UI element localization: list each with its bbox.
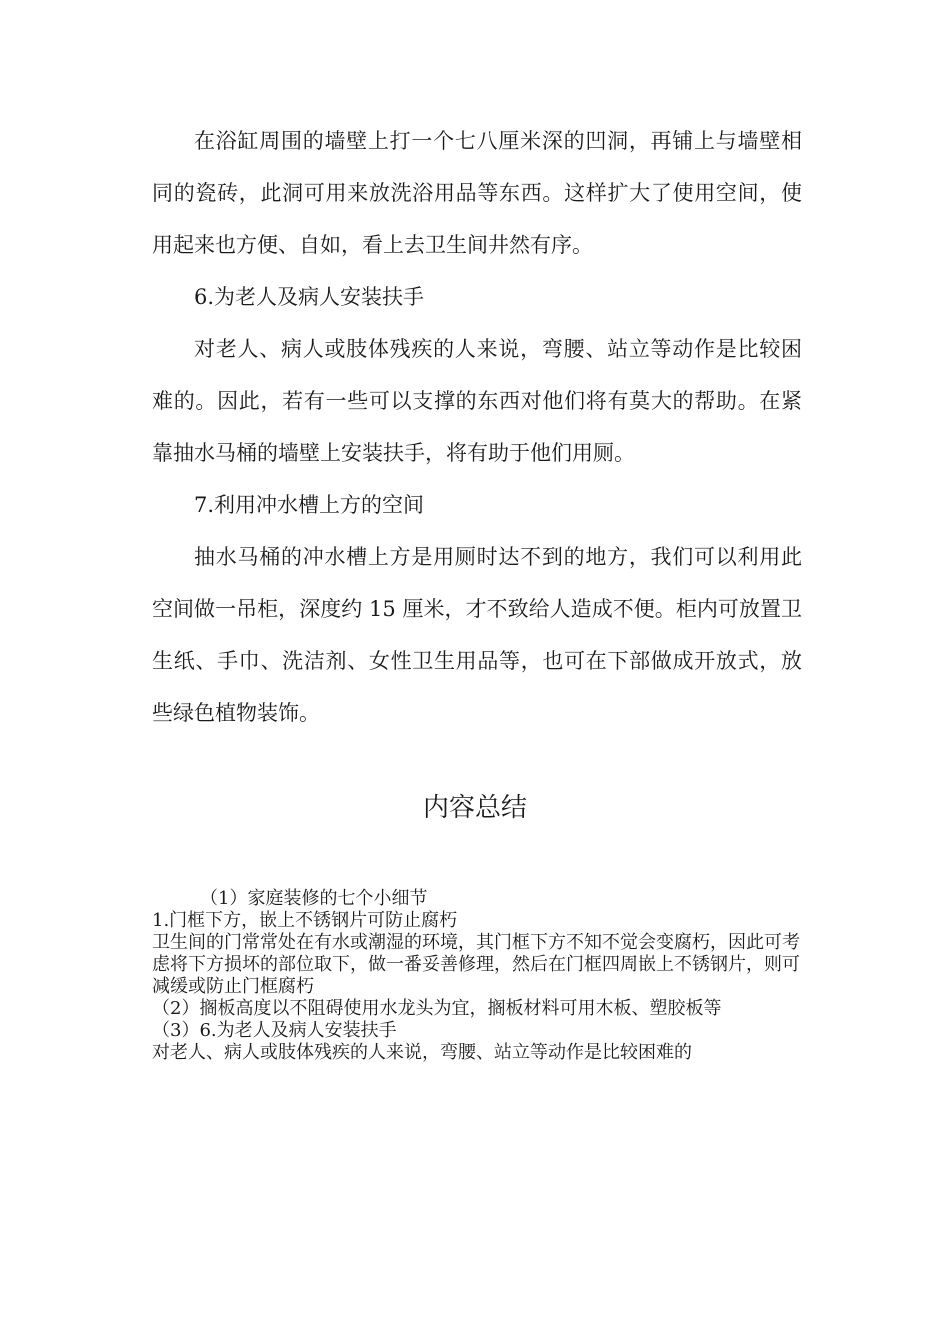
section-heading-tank-space: 7.利用冲水槽上方的空间 xyxy=(194,493,425,517)
paragraph-tank-space: 抽水马桶的冲水槽上方是用厕时达不到的地方，我们可以利用此空间做一吊柜，深度约 15 厘米，才不致给人造成不便。柜内可放置卫生纸、手巾、洗洁剂、女性卫生用品等，也可在下部做成开放式，放些绿色植物装饰。 xyxy=(152,545,802,725)
summary-line: 卫生间的门常常处在有水或潮湿的环境，其门框下方不知不觉会变腐朽，因此可考虑将下方损坏的部位取下，做一番妥善修理，然后在门框四周嵌上不锈钢片，则可减缓或防止门框腐朽 xyxy=(152,932,800,997)
summary-section xyxy=(152,888,802,1064)
summary-line: （3）6.为老人及病人安装扶手 xyxy=(152,1020,397,1041)
section-heading-handrail: 6.为老人及病人安装扶手 xyxy=(194,285,425,309)
summary-line: （1）家庭装修的七个小细节 xyxy=(200,888,428,909)
paragraph-bathtub-niche: 在浴缸周围的墙壁上打一个七八厘米深的凹洞，再铺上与墙壁相同的瓷砖，此洞可用来放洗浴用品等东西。这样扩大了使用空间，使用起来也方便、自如，看上去卫生间井然有序。 xyxy=(152,129,802,257)
summary-line: 对老人、病人或肢体残疾的人来说，弯腰、站立等动作是比较困难的 xyxy=(152,1042,692,1063)
summary-line: （2）搁板高度以不阻碍使用水龙头为宜，搁板材料可用木板、塑胶板等 xyxy=(152,998,722,1019)
paragraph-handrail: 对老人、病人或肢体残疾的人来说，弯腰、站立等动作是比较困难的。因此，若有一些可以支撑的东西对他们将有莫大的帮助。在紧靠抽水马桶的墙壁上安装扶手，将有助于他们用厕。 xyxy=(152,337,802,465)
body-text xyxy=(152,115,802,739)
summary-line: 1.门框下方，嵌上不锈钢片可防止腐朽 xyxy=(152,910,458,931)
summary-title: 内容总结 xyxy=(422,793,527,823)
